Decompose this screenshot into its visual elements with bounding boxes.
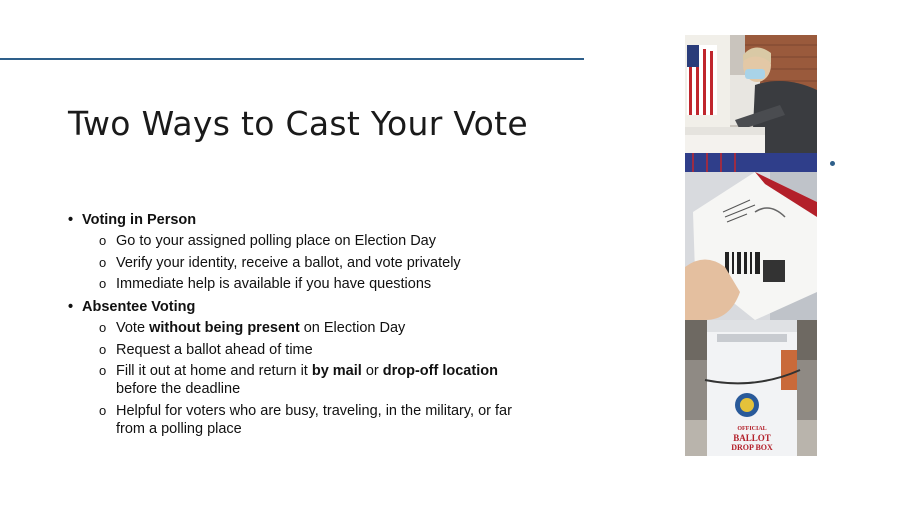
item-text: Helpful for voters who are busy, traveling, in the military, or far from a polling place [116,402,512,437]
item-text: Verify your identity, receive a ballot, and vote privately [116,254,461,271]
photo-mail-ballot [685,172,817,320]
bullet-icon: • [68,212,74,228]
sub-bullet-icon: o [99,254,107,270]
list-item [68,232,528,250]
accent-dot [830,161,835,166]
item-list [68,319,528,438]
list-item [68,254,528,272]
bullet-icon: • [68,299,74,315]
photo-in-person-voter [685,35,817,172]
sub-bullet-icon: o [99,363,107,378]
list-item [68,341,528,359]
list-item [68,275,528,293]
slide-title: Two Ways to Cast Your Vote [68,104,529,143]
emphasis-text: without being present [149,320,300,336]
item-text: Fill it out at home and return it [116,363,312,379]
item-text: Request a ballot ahead of time [116,341,313,358]
item-text: on Election Day [299,320,406,336]
list-item [68,362,528,398]
item-text: Go to your assigned polling place on Election Day [116,233,436,249]
sub-bullet-icon: o [99,276,107,291]
sub-bullet-icon: o [99,320,107,335]
item-list [68,232,528,293]
drop-box-label: OFFICIAL BALLOT DROP BOX [731,426,773,452]
item-text: Vote [116,320,150,336]
item-text: before the deadline [116,381,241,397]
slide-body [68,211,528,442]
photo-strip [685,35,817,456]
list-item [68,319,528,337]
sub-bullet-icon: o [99,233,107,248]
emphasis-text: drop-off location [382,363,498,379]
header-rule [0,58,584,60]
section-heading: Voting in Person [82,212,197,228]
sub-bullet-icon: o [99,341,107,357]
emphasis-text: by mail [311,363,362,379]
photo-ballot-drop-box [685,320,817,456]
list-item [68,402,528,438]
sub-bullet-icon: o [99,402,107,418]
item-text: Immediate help is available if you have questions [116,276,432,292]
section-in-person [68,211,528,293]
section-absentee [68,298,528,438]
item-text: or [361,363,383,379]
section-heading: Absentee Voting [82,299,196,315]
